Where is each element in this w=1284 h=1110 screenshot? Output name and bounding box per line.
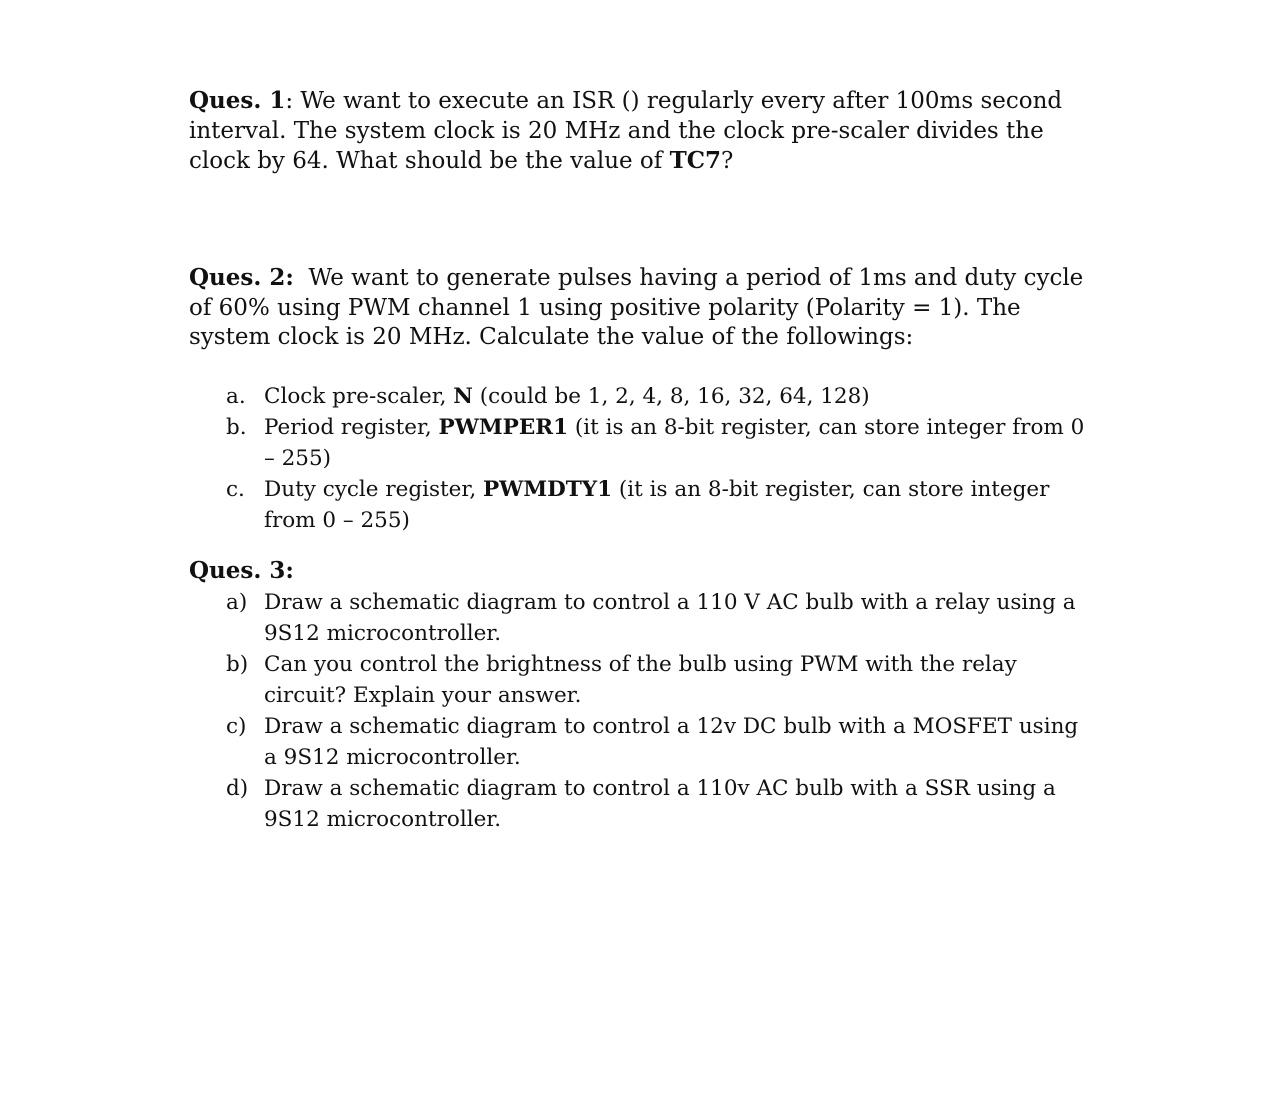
list-marker: a. bbox=[226, 383, 246, 409]
question-1-end: ? bbox=[721, 148, 734, 174]
list-item bbox=[189, 587, 1094, 649]
list-item-text: (it is an 8-bit register, can store integer from 0 – 255) bbox=[264, 414, 1085, 471]
list-item-text: (it is an 8-bit register, can store integer from 0 – 255) bbox=[264, 476, 1050, 533]
list-item-text: Draw a schematic diagram to control a 12v DC bulb with a MOSFET using a 9S12 microcontroller. bbox=[264, 713, 1079, 770]
question-2-label: Ques. 2: bbox=[189, 264, 294, 291]
list-item-text: Duty cycle register, bbox=[264, 476, 483, 502]
list-item bbox=[189, 773, 1094, 835]
list-item-text: Draw a schematic diagram to control a 110 V AC bulb with a relay using a 9S12 microcontroller. bbox=[264, 589, 1076, 646]
question-1-text bbox=[189, 86, 1094, 177]
list-item-text: (could be 1, 2, 4, 8, 16, 32, 64, 128) bbox=[472, 383, 870, 409]
list-marker: a) bbox=[226, 589, 248, 615]
list-item-bold: PWMDTY1 bbox=[483, 476, 613, 502]
list-item bbox=[189, 649, 1094, 711]
list-marker: d) bbox=[226, 775, 249, 801]
list-item-bold: PWMPER1 bbox=[438, 414, 569, 440]
list-item-bold: N bbox=[453, 383, 473, 409]
list-marker: c. bbox=[226, 476, 245, 502]
list-item bbox=[189, 412, 1094, 474]
question-3-text bbox=[189, 556, 1094, 587]
question-3-subitems bbox=[189, 587, 1094, 835]
list-item-text: Draw a schematic diagram to control a 110v AC bulb with a SSR using a 9S12 microcontroller. bbox=[264, 775, 1056, 832]
question-2-body: We want to generate pulses having a period of 1ms and duty cycle of 60% using PWM channel 1 using positive polarity (Polarity = 1). The system clock is 20 MHz. Calculate the value of the followings: bbox=[189, 265, 1084, 350]
question-2-subitems bbox=[189, 381, 1094, 536]
question-1 bbox=[189, 86, 1094, 177]
question-1-register: TC7 bbox=[669, 147, 722, 174]
question-2-text bbox=[189, 263, 1094, 353]
question-1-body: : We want to execute an ISR () regularly every after 100ms second interval. The system clock is 20 MHz and the clock pre-scaler divides the clock by 64. What should be the value of bbox=[189, 88, 1063, 174]
list-item bbox=[189, 711, 1094, 773]
question-2 bbox=[189, 263, 1094, 536]
list-item-text: Clock pre-scaler, bbox=[264, 383, 454, 409]
question-1-label: Ques. 1 bbox=[189, 87, 286, 114]
list-marker: c) bbox=[226, 713, 247, 739]
list-item bbox=[189, 474, 1094, 536]
question-3 bbox=[189, 556, 1094, 835]
list-marker: b) bbox=[226, 651, 249, 677]
question-3-label: Ques. 3: bbox=[189, 557, 294, 584]
list-marker: b. bbox=[226, 414, 247, 440]
list-item-text: Can you control the brightness of the bulb using PWM with the relay circuit? Explain your answer. bbox=[264, 651, 1017, 708]
list-item bbox=[189, 381, 1094, 412]
list-item-text: Period register, bbox=[264, 414, 439, 440]
